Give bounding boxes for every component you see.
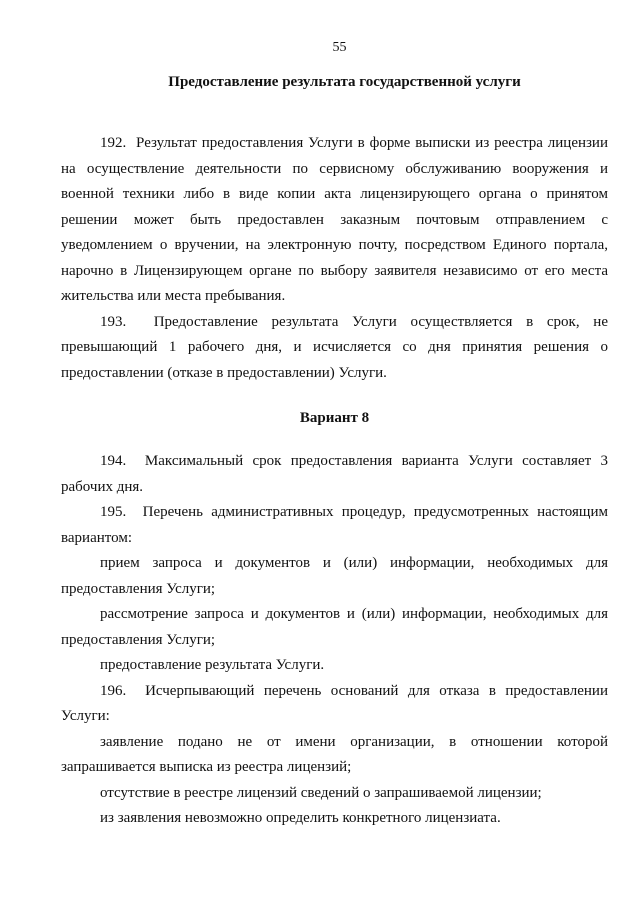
paragraph-192: 192. Результат предоставления Услуги в форме выписки из реестра лицензии на осуществление деятельности по сервисному обслуживанию вооружения и военной техники либо в виде копии акта лицензирующего органа о принятом решении может быть предоставлен заказным почтовым отправлением с уведомлением о вручении, на электронную почту, посредством Единого портала, нарочно в Лицензирующем органе по выбору заявителя независимо от его места жительства или места пребывания.: [61, 135, 608, 304]
list-item-refusal-1: заявление подано не от имени организации, в отношении которой запрашивается выписка из реестра лицензий;: [61, 733, 608, 775]
list-item-refusal-2: отсутствие в реестре лицензий сведений о запрашиваемой лицензии;: [100, 784, 542, 801]
paragraph-195: 195. Перечень административных процедур, предусмотренных настоящим вариантом:: [61, 504, 608, 546]
list-item-refusal-3: из заявления невозможно определить конкретного лицензиата.: [100, 810, 501, 826]
paragraph-196: 196. Исчерпывающий перечень оснований для отказа в предоставлении Услуги:: [61, 682, 608, 724]
paragraph-194: 194. Максимальный срок предоставления варианта Услуги составляет 3 рабочих дня.: [61, 453, 608, 495]
list-item-procedure-1: прием запроса и документов и (или) информации, необходимых для предоставления Услуги;: [61, 555, 608, 597]
list-item-procedure-2: рассмотрение запроса и документов и (или) информации, необходимых для предоставления Услуги;: [61, 606, 608, 648]
section-heading: Предоставление результата государственной услуги: [168, 74, 521, 90]
variant-heading: Вариант 8: [299, 410, 370, 426]
list-item-procedure-3: предоставление результата Услуги.: [100, 657, 325, 673]
paragraph-193: 193. Предоставление результата Услуги осуществляется в срок, не превышающий 1 рабочего дня, и исчисляется со дня принятия решения о предоставлении (отказе в предоставлении) Услуги.: [61, 313, 608, 381]
page-number: 55: [332, 40, 347, 55]
